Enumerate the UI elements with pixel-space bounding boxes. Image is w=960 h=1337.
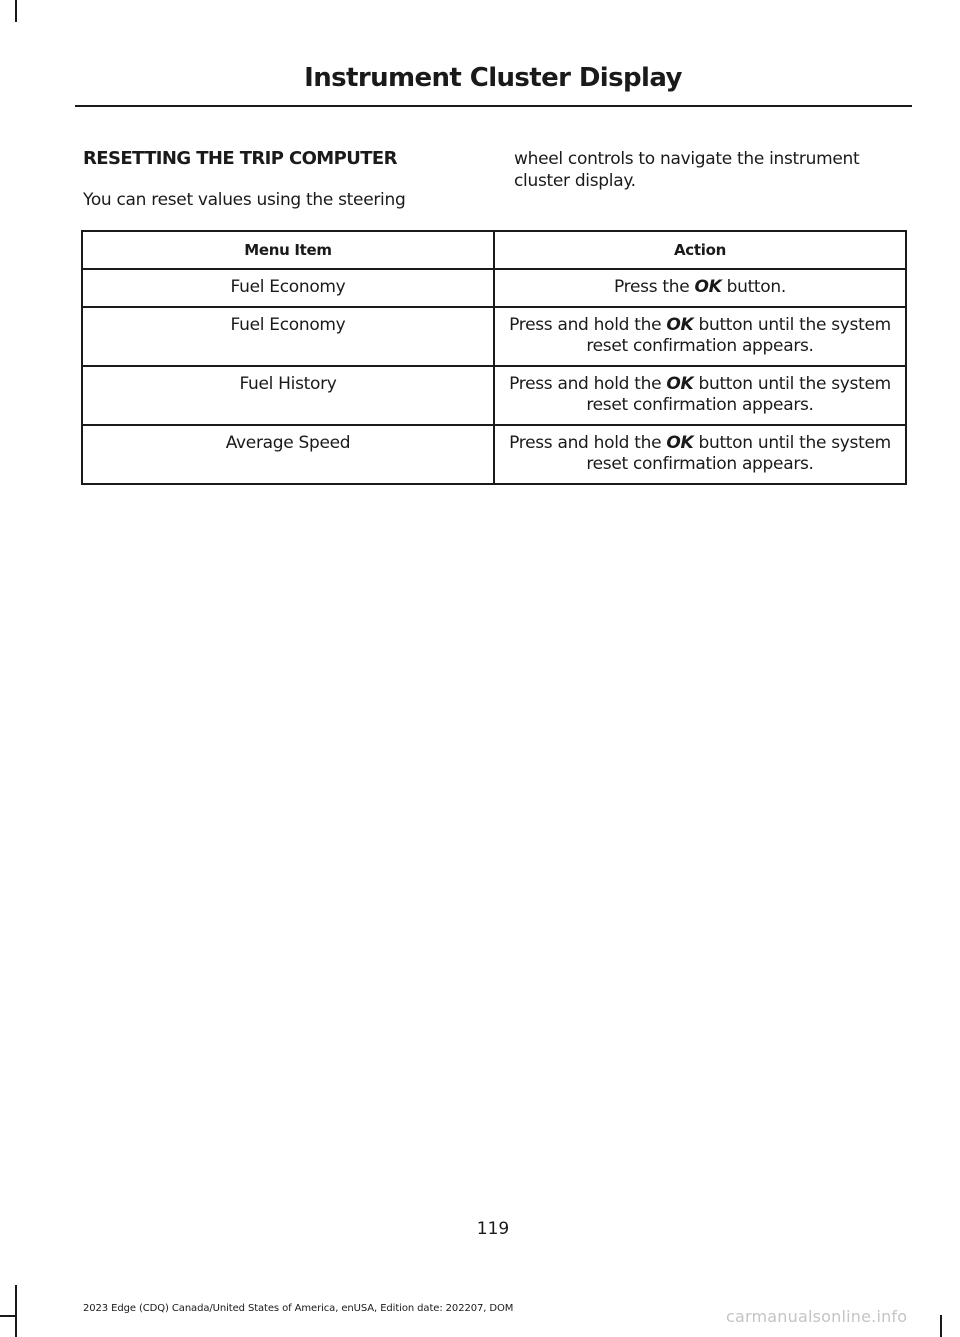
column-header-action: Action xyxy=(494,231,906,269)
table-row xyxy=(82,425,906,484)
crop-mark-bottom-left-horizontal xyxy=(0,1315,17,1317)
watermark-link[interactable]: carmanualsonline.info xyxy=(726,1307,908,1326)
action-cell xyxy=(494,307,906,366)
menu-item-cell: Fuel Economy xyxy=(82,307,494,366)
action-text: Press and hold the xyxy=(509,374,667,394)
menu-item-cell: Fuel Economy xyxy=(82,269,494,307)
section-heading: RESETTING THE TRIP COMPUTER xyxy=(83,148,397,169)
action-cell xyxy=(494,269,906,307)
reset-table xyxy=(81,230,907,485)
edition-footer: 2023 Edge (CDQ) Canada/United States of America, enUSA, Edition date: 202207, DOM xyxy=(83,1303,514,1314)
page-number: 119 xyxy=(476,1219,510,1239)
action-text: button until the system reset confirmation appears. xyxy=(586,315,891,356)
menu-item-cell: Fuel History xyxy=(82,366,494,425)
action-text: Press and hold the xyxy=(509,315,667,335)
page-title: Instrument Cluster Display xyxy=(304,63,682,93)
action-cell xyxy=(494,425,906,484)
table-row xyxy=(82,269,906,307)
action-text: Press the xyxy=(614,277,695,297)
action-text: button until the system reset confirmation appears. xyxy=(586,433,891,474)
action-cell xyxy=(494,366,906,425)
menu-item-cell: Average Speed xyxy=(82,425,494,484)
ok-key-label: OK xyxy=(666,433,694,453)
intro-text-right: wheel controls to navigate the instrument cluster display. xyxy=(514,149,860,191)
ok-key-label: OK xyxy=(694,277,722,297)
action-text: button. xyxy=(721,277,786,297)
table-row xyxy=(82,366,906,425)
intro-text-left: You can reset values using the steering xyxy=(83,190,406,210)
table-row xyxy=(82,307,906,366)
crop-mark-bottom-right xyxy=(940,1315,942,1337)
table-header-row xyxy=(82,231,906,269)
crop-mark-bottom-left-vertical xyxy=(15,1285,17,1337)
ok-key-label: OK xyxy=(666,315,694,335)
action-text: button until the system reset confirmation appears. xyxy=(586,374,891,415)
action-text: Press and hold the xyxy=(509,433,667,453)
column-header-menu-item: Menu Item xyxy=(82,231,494,269)
ok-key-label: OK xyxy=(666,374,694,394)
title-divider xyxy=(75,105,912,107)
crop-mark-top-left xyxy=(15,0,17,22)
